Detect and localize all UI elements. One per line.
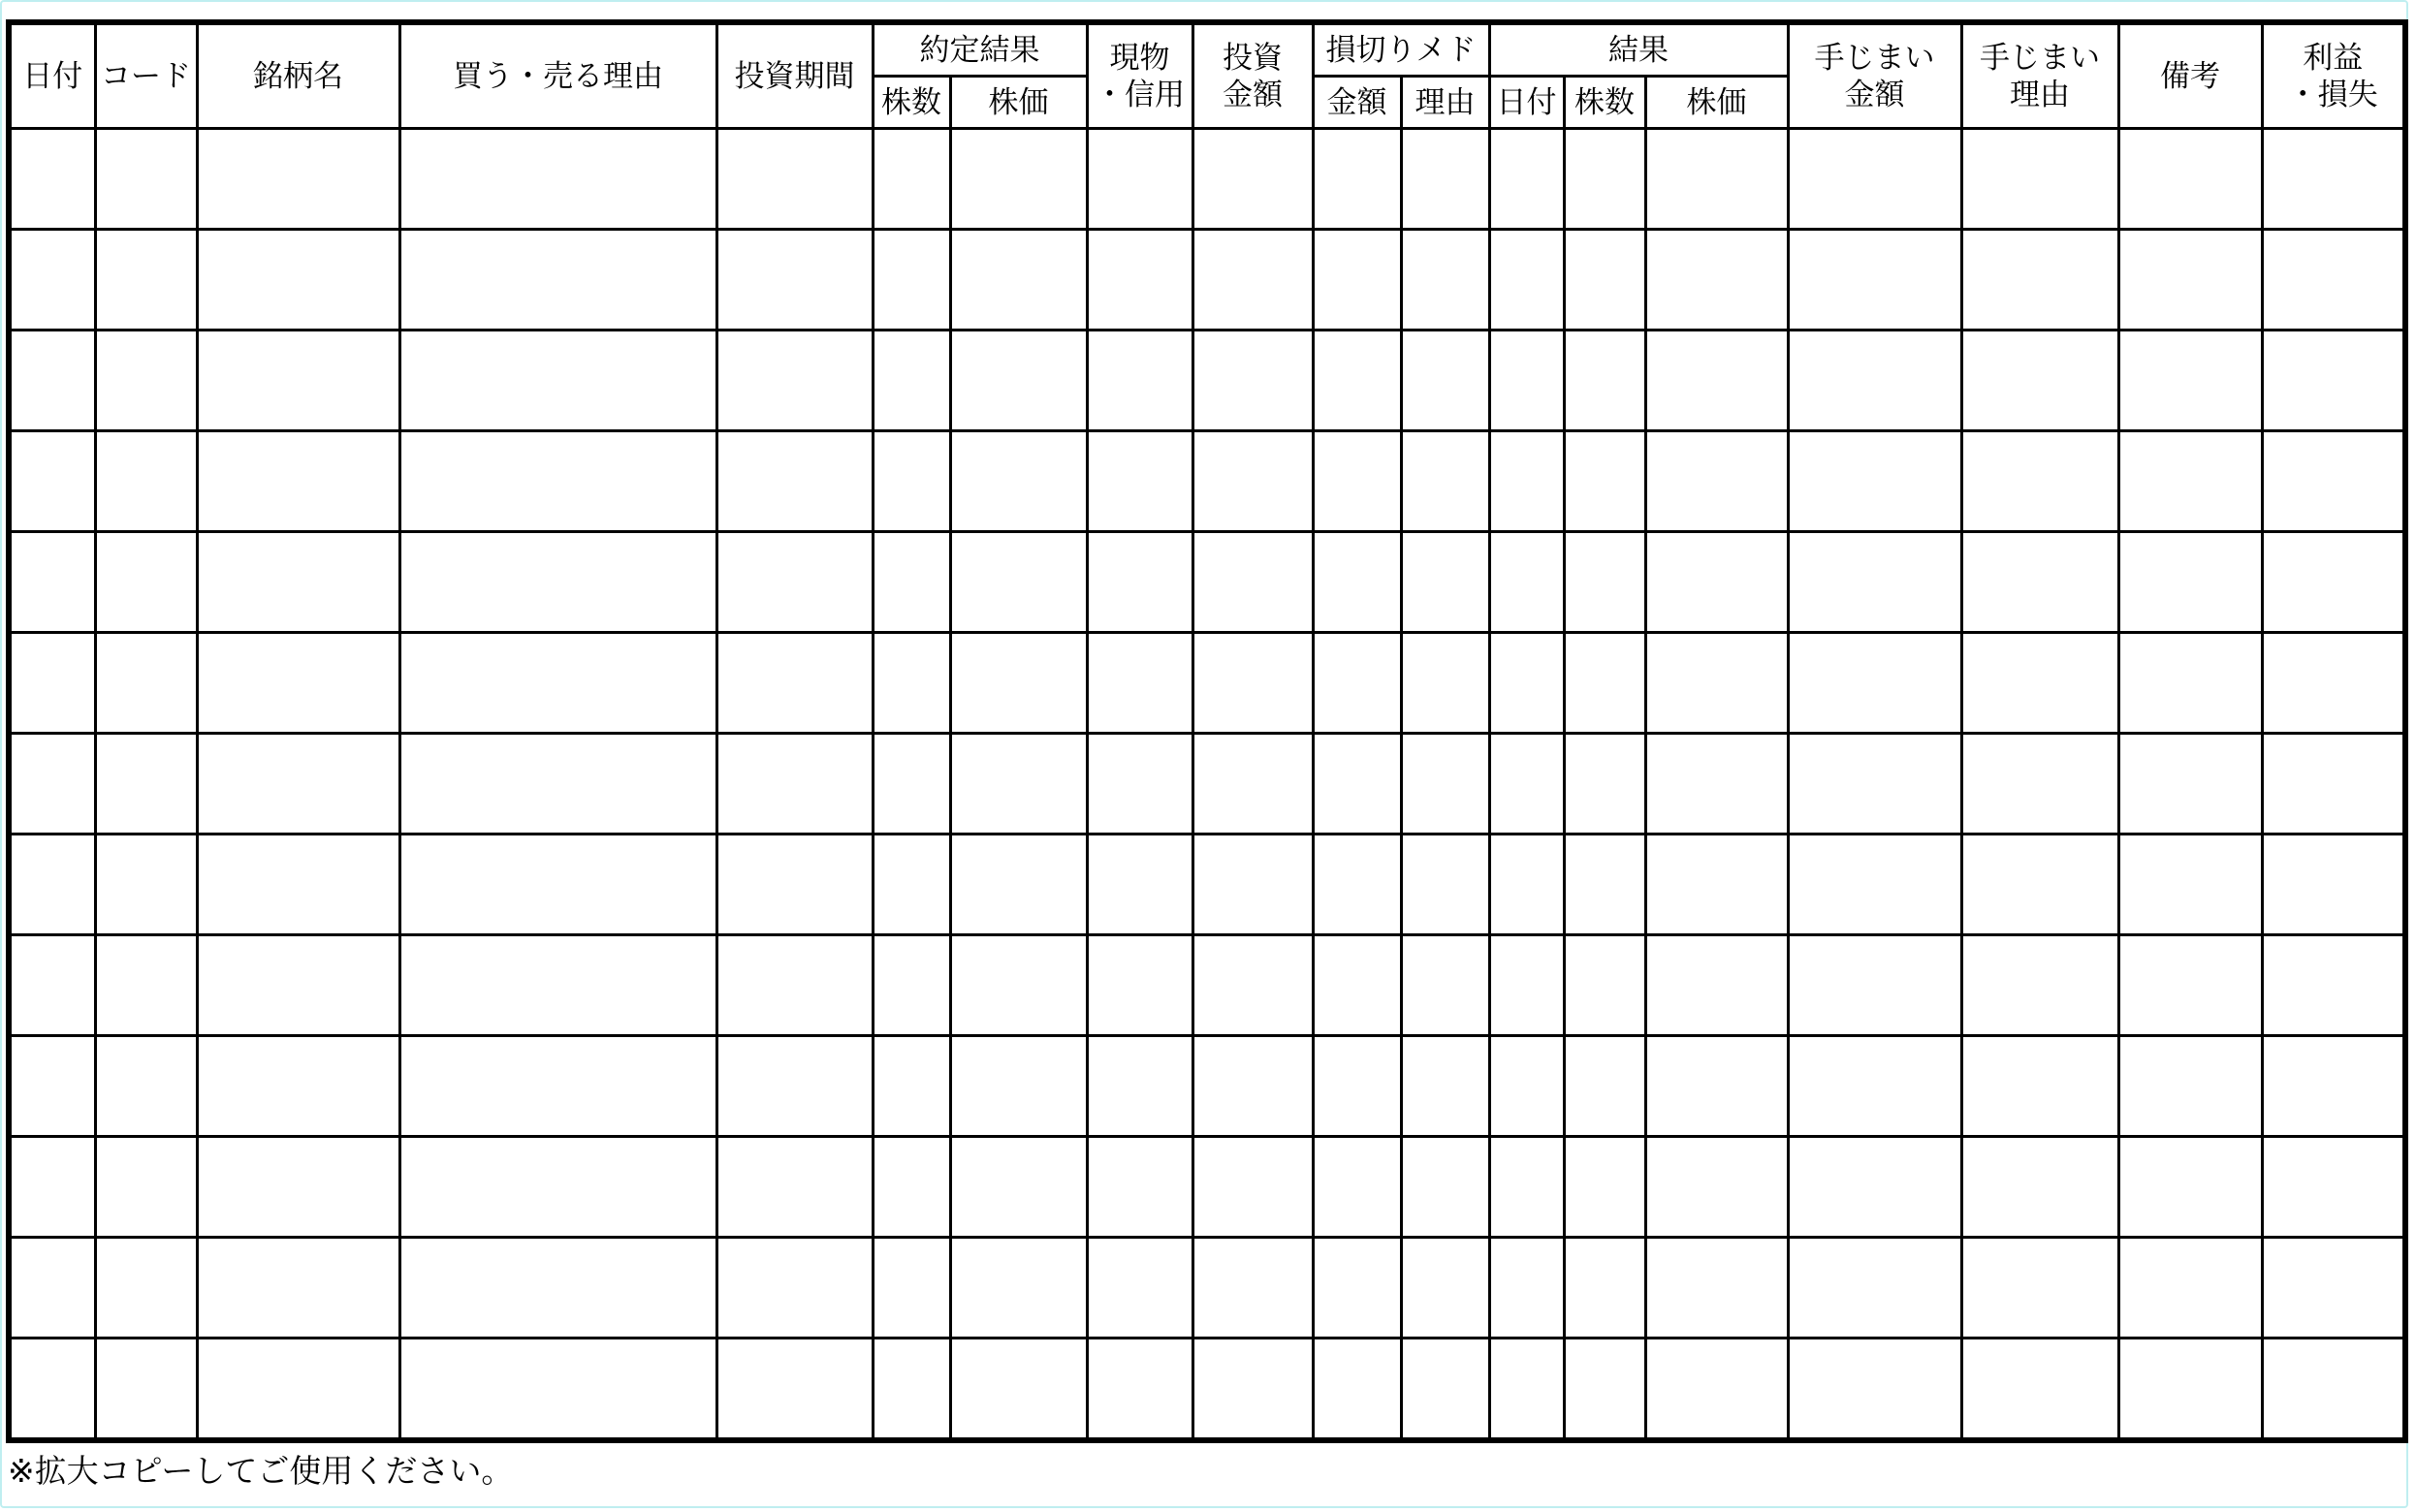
table-cell[interactable] [1192, 230, 1313, 331]
table-cell[interactable] [1087, 835, 1192, 935]
table-row [9, 431, 2405, 532]
table-cell[interactable] [950, 1238, 1087, 1339]
table-cell[interactable] [2118, 1238, 2262, 1339]
table-cell[interactable] [1564, 835, 1645, 935]
table-cell[interactable] [1087, 1036, 1192, 1137]
header-type [1087, 22, 1192, 129]
table-cell[interactable] [1788, 1238, 1961, 1339]
table-cell[interactable] [1564, 129, 1645, 230]
table-cell[interactable] [2118, 1137, 2262, 1238]
table-cell[interactable] [716, 633, 873, 734]
table-cell[interactable] [950, 633, 1087, 734]
table-row [9, 734, 2405, 835]
header-period: 投資期間 [716, 22, 873, 129]
table-cell[interactable] [95, 935, 197, 1036]
table-cell[interactable] [1192, 835, 1313, 935]
table-cell[interactable] [1645, 734, 1788, 835]
table-cell[interactable] [399, 1137, 716, 1238]
table-cell[interactable] [9, 331, 95, 431]
table-cell[interactable] [1564, 935, 1645, 1036]
table-cell[interactable] [1489, 129, 1564, 230]
table-cell[interactable] [950, 431, 1087, 532]
table-cell[interactable] [873, 230, 950, 331]
table-cell[interactable] [716, 1339, 873, 1441]
table-cell[interactable] [2262, 129, 2405, 230]
table-cell[interactable] [1489, 230, 1564, 331]
table-cell[interactable] [1087, 1339, 1192, 1441]
table-cell[interactable] [1645, 331, 1788, 431]
table-cell[interactable] [1192, 129, 1313, 230]
table-row [9, 835, 2405, 935]
table-cell[interactable] [1087, 633, 1192, 734]
table-cell[interactable] [1192, 1339, 1313, 1441]
table-cell[interactable] [95, 1339, 197, 1441]
table-cell[interactable] [1192, 1238, 1313, 1339]
table-cell[interactable] [1489, 1339, 1564, 1441]
table-cell[interactable] [1788, 431, 1961, 532]
header-contract-price: 株価 [950, 77, 1087, 129]
table-cell[interactable] [1645, 1238, 1788, 1339]
table-cell[interactable] [9, 734, 95, 835]
table-cell[interactable] [1645, 532, 1788, 633]
table-cell[interactable] [1564, 431, 1645, 532]
table-cell[interactable] [1401, 331, 1489, 431]
table-cell[interactable] [1489, 835, 1564, 935]
table-cell[interactable] [716, 129, 873, 230]
table-cell[interactable] [1788, 835, 1961, 935]
table-cell[interactable] [1645, 1339, 1788, 1441]
table-cell[interactable] [2118, 633, 2262, 734]
table-cell[interactable] [399, 230, 716, 331]
table-cell[interactable] [2118, 331, 2262, 431]
header-contract: 約定結果 [873, 22, 1087, 77]
table-cell[interactable] [1087, 431, 1192, 532]
table-cell[interactable] [1313, 1137, 1401, 1238]
table-cell[interactable] [716, 1036, 873, 1137]
header-row-1 [9, 22, 2405, 77]
header-profit-loss [2262, 22, 2405, 129]
table-cell[interactable] [197, 935, 399, 1036]
table-cell[interactable] [1645, 129, 1788, 230]
header-result: 結果 [1489, 22, 1788, 77]
table-cell[interactable] [1489, 633, 1564, 734]
table-cell[interactable] [1564, 1036, 1645, 1137]
table-cell[interactable] [1313, 835, 1401, 935]
table-cell[interactable] [1313, 1238, 1401, 1339]
table-cell[interactable] [2262, 633, 2405, 734]
table-cell[interactable] [197, 331, 399, 431]
table-cell[interactable] [399, 431, 716, 532]
table-cell[interactable] [1961, 1339, 2118, 1441]
table-cell[interactable] [1961, 129, 2118, 230]
investment-record-table [6, 19, 2408, 1443]
table-body [9, 129, 2405, 1441]
table-cell[interactable] [399, 935, 716, 1036]
table-row [9, 1339, 2405, 1441]
table-cell[interactable] [1961, 331, 2118, 431]
header-close-amount-line2: 金額 [1844, 77, 1905, 112]
header-amount-line1: 投資 [1223, 40, 1283, 76]
table-cell[interactable] [95, 532, 197, 633]
table-cell[interactable] [1489, 532, 1564, 633]
header-amount-line2: 金額 [1223, 77, 1283, 112]
table-cell[interactable] [1401, 431, 1489, 532]
table-row [9, 935, 2405, 1036]
table-cell[interactable] [1788, 331, 1961, 431]
table-cell[interactable] [1489, 1137, 1564, 1238]
header-close-reason-line2: 理由 [2010, 77, 2071, 112]
table-cell[interactable] [1961, 835, 2118, 935]
table-cell[interactable] [399, 835, 716, 935]
table-cell[interactable] [1788, 734, 1961, 835]
table-cell[interactable] [95, 835, 197, 935]
header-remarks: 備考 [2118, 22, 2262, 129]
table-cell[interactable] [1313, 230, 1401, 331]
table-cell[interactable] [1401, 1238, 1489, 1339]
table-cell[interactable] [1087, 1137, 1192, 1238]
table-cell[interactable] [1087, 331, 1192, 431]
table-cell[interactable] [197, 431, 399, 532]
table-cell[interactable] [1489, 1036, 1564, 1137]
header-close-amount [1788, 22, 1961, 129]
table-cell[interactable] [1192, 331, 1313, 431]
table-cell[interactable] [873, 935, 950, 1036]
table-cell[interactable] [1788, 935, 1961, 1036]
table-cell[interactable] [1087, 230, 1192, 331]
table-cell[interactable] [950, 129, 1087, 230]
table-cell[interactable] [1961, 1238, 2118, 1339]
table-cell[interactable] [1788, 532, 1961, 633]
header-code: コード [95, 22, 197, 129]
table-cell[interactable] [1564, 734, 1645, 835]
table-cell[interactable] [9, 835, 95, 935]
table-cell[interactable] [399, 734, 716, 835]
table-cell[interactable] [950, 1137, 1087, 1238]
table-cell[interactable] [873, 1137, 950, 1238]
table-cell[interactable] [399, 1036, 716, 1137]
table-cell[interactable] [2118, 734, 2262, 835]
table-cell[interactable] [1645, 935, 1788, 1036]
table-cell[interactable] [197, 1339, 399, 1441]
table-row [9, 1036, 2405, 1137]
table-cell[interactable] [1087, 532, 1192, 633]
table-cell[interactable] [873, 835, 950, 935]
table-cell[interactable] [873, 1036, 950, 1137]
table-cell[interactable] [399, 129, 716, 230]
table-cell[interactable] [1788, 1339, 1961, 1441]
table-cell[interactable] [873, 129, 950, 230]
table-cell[interactable] [399, 1238, 716, 1339]
table-cell[interactable] [1192, 734, 1313, 835]
table-cell[interactable] [1489, 1238, 1564, 1339]
table-cell[interactable] [1564, 230, 1645, 331]
table-cell[interactable] [2118, 935, 2262, 1036]
table-cell[interactable] [716, 935, 873, 1036]
table-cell[interactable] [950, 532, 1087, 633]
table-cell[interactable] [873, 1339, 950, 1441]
header-close-reason-line1: 手じまい [1980, 40, 2101, 76]
table-cell[interactable] [1564, 331, 1645, 431]
table-cell[interactable] [197, 1238, 399, 1339]
table-cell[interactable] [1192, 1036, 1313, 1137]
table-cell[interactable] [2262, 331, 2405, 431]
table-cell[interactable] [197, 230, 399, 331]
table-cell[interactable] [1313, 1036, 1401, 1137]
table-cell[interactable] [1313, 129, 1401, 230]
table-cell[interactable] [950, 331, 1087, 431]
table-cell[interactable] [9, 532, 95, 633]
table-cell[interactable] [873, 1238, 950, 1339]
table-cell[interactable] [2118, 835, 2262, 935]
table-cell[interactable] [1788, 633, 1961, 734]
table-row [9, 1238, 2405, 1339]
table-cell[interactable] [1961, 1036, 2118, 1137]
header-result-price: 株価 [1645, 77, 1788, 129]
table-cell[interactable] [1401, 633, 1489, 734]
table-cell[interactable] [9, 1137, 95, 1238]
table-row [9, 532, 2405, 633]
header-contract-shares: 株数 [873, 77, 950, 129]
table-row [9, 331, 2405, 431]
table-row [9, 633, 2405, 734]
table-cell[interactable] [1192, 935, 1313, 1036]
table-cell[interactable] [399, 532, 716, 633]
table-cell[interactable] [1313, 1339, 1401, 1441]
table-cell[interactable] [1489, 734, 1564, 835]
table-cell[interactable] [716, 1137, 873, 1238]
header-reason: 買う・売る理由 [399, 22, 716, 129]
table-row [9, 129, 2405, 230]
table-cell[interactable] [9, 935, 95, 1036]
table-cell[interactable] [9, 633, 95, 734]
header-profit-loss-line2: ・損失 [2287, 77, 2378, 112]
table-cell[interactable] [1401, 935, 1489, 1036]
table-cell[interactable] [9, 129, 95, 230]
header-date: 日付 [9, 22, 95, 129]
table-cell[interactable] [2118, 129, 2262, 230]
table-cell[interactable] [950, 230, 1087, 331]
table-cell[interactable] [1313, 734, 1401, 835]
table-cell[interactable] [873, 532, 950, 633]
table-cell[interactable] [1564, 1238, 1645, 1339]
table-cell[interactable] [1564, 633, 1645, 734]
table-cell[interactable] [716, 532, 873, 633]
table-cell[interactable] [950, 935, 1087, 1036]
table-cell[interactable] [1192, 532, 1313, 633]
table-cell[interactable] [197, 633, 399, 734]
table-cell[interactable] [1087, 1238, 1192, 1339]
table-row [9, 230, 2405, 331]
table-cell[interactable] [399, 633, 716, 734]
table-cell[interactable] [1192, 633, 1313, 734]
table-cell[interactable] [2262, 230, 2405, 331]
table-cell[interactable] [873, 331, 950, 431]
table-cell[interactable] [950, 835, 1087, 935]
table-cell[interactable] [950, 734, 1087, 835]
table-cell[interactable] [95, 431, 197, 532]
table-cell[interactable] [2262, 431, 2405, 532]
header-result-date: 日付 [1489, 77, 1564, 129]
table-cell[interactable] [197, 129, 399, 230]
table-cell[interactable] [1961, 1137, 2118, 1238]
table-cell[interactable] [2118, 532, 2262, 633]
table-cell[interactable] [1401, 532, 1489, 633]
table-cell[interactable] [95, 331, 197, 431]
table-cell[interactable] [9, 1339, 95, 1441]
table-cell[interactable] [1564, 1339, 1645, 1441]
table-cell[interactable] [1313, 431, 1401, 532]
table-cell[interactable] [716, 331, 873, 431]
table-cell[interactable] [950, 1339, 1087, 1441]
table-cell[interactable] [1192, 1137, 1313, 1238]
table-cell[interactable] [1401, 1137, 1489, 1238]
table-cell[interactable] [1401, 734, 1489, 835]
table-cell[interactable] [197, 835, 399, 935]
table-cell[interactable] [1788, 129, 1961, 230]
table-cell[interactable] [716, 230, 873, 331]
table-cell[interactable] [1401, 129, 1489, 230]
table-cell[interactable] [95, 1238, 197, 1339]
header-type-line2: ・信用 [1095, 77, 1185, 112]
table-cell[interactable] [873, 431, 950, 532]
table-cell[interactable] [9, 1036, 95, 1137]
table-cell[interactable] [1313, 331, 1401, 431]
table-cell[interactable] [2262, 1137, 2405, 1238]
table-cell[interactable] [2262, 1238, 2405, 1339]
table-cell[interactable] [1645, 230, 1788, 331]
table-cell[interactable] [1087, 734, 1192, 835]
table-cell[interactable] [197, 1137, 399, 1238]
header-amount [1192, 22, 1313, 129]
table-cell[interactable] [873, 734, 950, 835]
table-cell[interactable] [716, 1238, 873, 1339]
table-cell[interactable] [716, 734, 873, 835]
table-cell[interactable] [1645, 633, 1788, 734]
table-cell[interactable] [95, 1036, 197, 1137]
table-cell[interactable] [9, 1238, 95, 1339]
table-cell[interactable] [1788, 1137, 1961, 1238]
table-cell[interactable] [716, 835, 873, 935]
table-cell[interactable] [197, 734, 399, 835]
table-cell[interactable] [2262, 1036, 2405, 1137]
table-cell[interactable] [1489, 331, 1564, 431]
table-cell[interactable] [1961, 935, 2118, 1036]
table-cell[interactable] [873, 633, 950, 734]
table-cell[interactable] [95, 129, 197, 230]
header-close-reason [1961, 22, 2118, 129]
table-cell[interactable] [9, 431, 95, 532]
table-cell[interactable] [1645, 1036, 1788, 1137]
table-cell[interactable] [1645, 431, 1788, 532]
table-cell[interactable] [399, 331, 716, 431]
table-cell[interactable] [399, 1339, 716, 1441]
header-profit-loss-line1: 利益 [2303, 40, 2364, 76]
table-cell[interactable] [1313, 633, 1401, 734]
table-cell[interactable] [197, 1036, 399, 1137]
table-cell[interactable] [1564, 532, 1645, 633]
table-cell[interactable] [2262, 1339, 2405, 1441]
table-cell[interactable] [1961, 532, 2118, 633]
table-cell[interactable] [716, 431, 873, 532]
header-result-shares: 株数 [1564, 77, 1645, 129]
header-stoploss: 損切りメド [1313, 22, 1489, 77]
footer-note: ※拡大コピーしてご使用ください。 [8, 1452, 514, 1490]
header-type-line1: 現物 [1109, 40, 1170, 76]
header-stock-name: 銘柄名 [197, 22, 399, 129]
table-row [9, 1137, 2405, 1238]
table-cell[interactable] [95, 734, 197, 835]
table-cell[interactable] [2118, 1036, 2262, 1137]
table-cell[interactable] [1313, 935, 1401, 1036]
table-cell[interactable] [1087, 935, 1192, 1036]
table-cell[interactable] [2262, 835, 2405, 935]
table-cell[interactable] [1961, 431, 2118, 532]
header-stoploss-amount: 金額 [1313, 77, 1401, 129]
table-cell[interactable] [2118, 230, 2262, 331]
table-cell[interactable] [1192, 431, 1313, 532]
table-cell[interactable] [9, 230, 95, 331]
table-cell[interactable] [1401, 1339, 1489, 1441]
header-close-amount-line1: 手じまい [1814, 40, 1935, 76]
table-cell[interactable] [2118, 1339, 2262, 1441]
table-cell[interactable] [2262, 935, 2405, 1036]
table-cell[interactable] [2262, 734, 2405, 835]
table-cell[interactable] [1788, 230, 1961, 331]
table-cell[interactable] [1401, 1036, 1489, 1137]
table-cell[interactable] [950, 1036, 1087, 1137]
table-cell[interactable] [1401, 230, 1489, 331]
table-cell[interactable] [1489, 431, 1564, 532]
table-cell[interactable] [95, 633, 197, 734]
table-cell[interactable] [2118, 431, 2262, 532]
table-cell[interactable] [95, 230, 197, 331]
table-cell[interactable] [1401, 835, 1489, 935]
table-cell[interactable] [1645, 835, 1788, 935]
table-cell[interactable] [1489, 935, 1564, 1036]
table-cell[interactable] [1961, 230, 2118, 331]
table-cell[interactable] [1564, 1137, 1645, 1238]
table-cell[interactable] [1645, 1137, 1788, 1238]
table-cell[interactable] [1961, 734, 2118, 835]
table-cell[interactable] [197, 532, 399, 633]
table-cell[interactable] [2262, 532, 2405, 633]
table-cell[interactable] [1961, 633, 2118, 734]
table-cell[interactable] [1087, 129, 1192, 230]
table-cell[interactable] [1788, 1036, 1961, 1137]
table-cell[interactable] [95, 1137, 197, 1238]
header-stoploss-reason: 理由 [1401, 77, 1489, 129]
table-cell[interactable] [1313, 532, 1401, 633]
